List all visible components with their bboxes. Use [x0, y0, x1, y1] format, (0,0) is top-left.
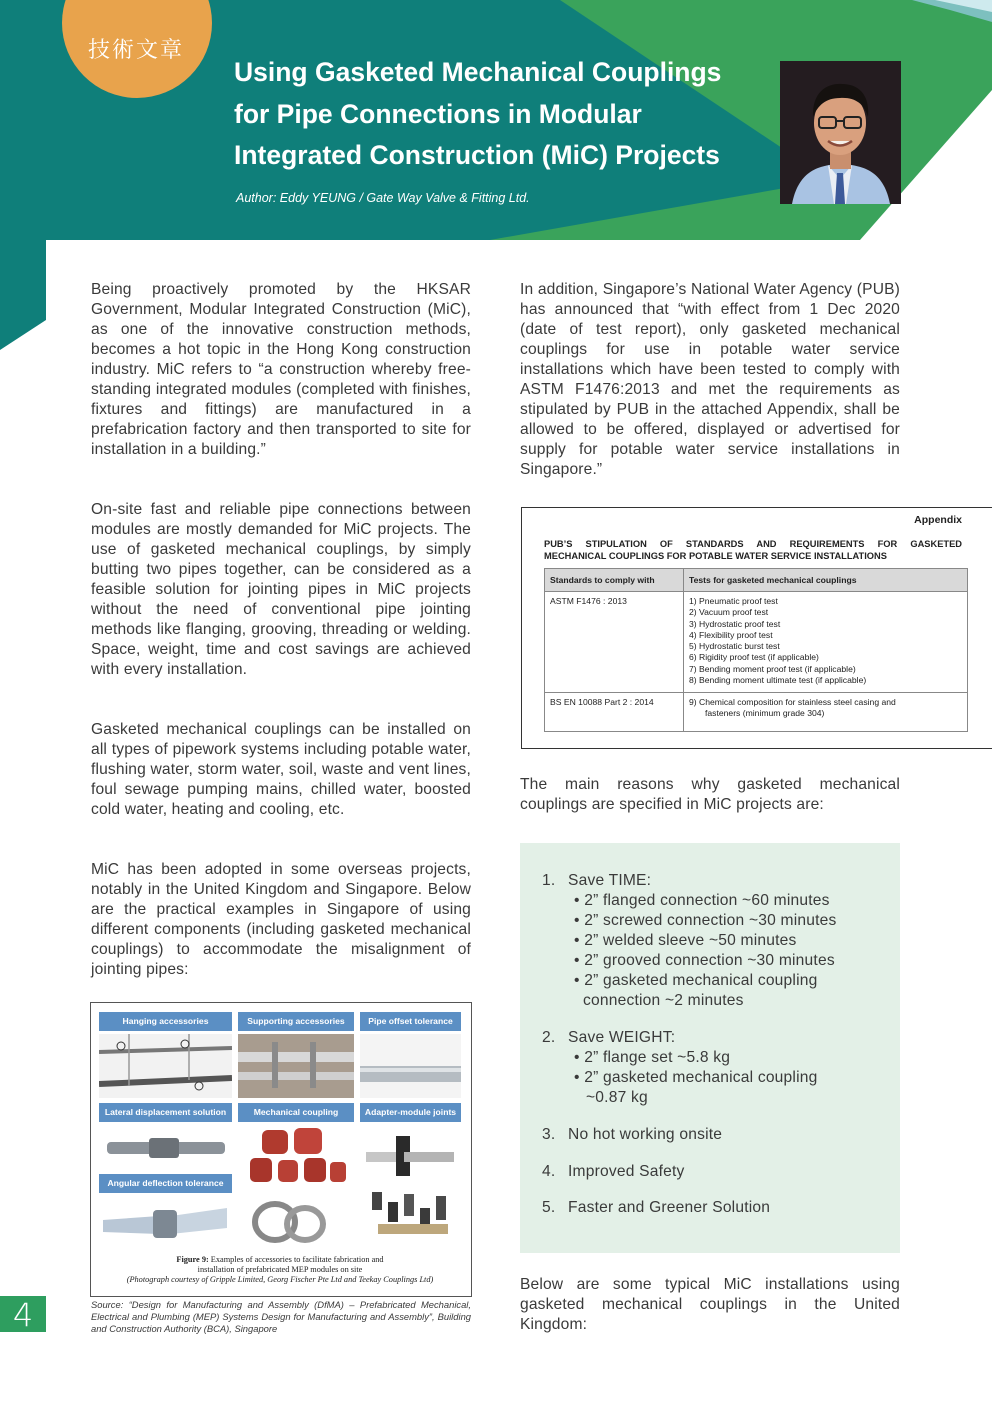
reason-number: 4.: [542, 1163, 556, 1180]
figure-label-coupling: Mechanical coupling: [238, 1103, 354, 1122]
adapter-module-image: [360, 1126, 461, 1190]
reason-detail: connection ~2 minutes: [583, 992, 744, 1009]
reason-title: No hot working onsite: [568, 1126, 723, 1143]
figure-caption: [91, 1255, 469, 1285]
appendix-title: Appendix: [914, 514, 962, 526]
figure-label-pipe-offset: Pipe offset tolerance: [360, 1012, 461, 1031]
test-item: 9) Chemical composition for stainless steel casing and: [689, 697, 896, 707]
body-paragraph: In addition, Singapore’s National Water Agency (PUB) has announced that “with effect from 1 Dec 2020 (date of test report), only gasketed mechanical couplings for use in potable water service installations which have been tested to comply with ASTM F1476:2013 and met the requirements as stipulated by PUB in the attached Appendix, shall be allowed to be offered, displayed or advertised for supply for potable water service installations in Singapore.”: [520, 281, 900, 478]
author-photo: [780, 61, 901, 204]
table-cell: ASTM F1476 : 2013: [545, 592, 684, 693]
appendix-table-image: [521, 507, 992, 749]
test-item: 6) Rigidity proof test (if applicable): [689, 652, 819, 663]
table-cell: BS EN 10088 Part 2 : 2014: [545, 693, 684, 732]
test-item: 5) Hydrostatic burst test: [689, 641, 780, 652]
fittings-image: [364, 1182, 461, 1250]
title-line: for Pipe Connections in Modular: [234, 98, 642, 129]
figure-caption-text: installation of prefabricated MEP modules on site: [197, 1265, 363, 1274]
title-line: Using Gasketed Mechanical Couplings: [234, 57, 722, 87]
body-paragraph: Gasketed mechanical couplings can be installed on all types of pipework systems including potable water, flushing water, storm water, soil, waste and vent lines, foul sewage pumping mains, chilled water, boosted cold water, heating and cooling, etc.: [91, 721, 471, 818]
category-label: 技術文章: [88, 38, 185, 63]
title-line: Integrated Construction (MiC) Projects: [234, 140, 720, 170]
reason-item: [542, 871, 651, 891]
reason-number: 2.: [542, 1029, 556, 1046]
column-header: Tests for gasketed mechanical couplings: [684, 569, 968, 592]
clamp-image: [249, 1192, 329, 1250]
test-item: 4) Flexibility proof test: [689, 629, 773, 640]
figure-accessories: [90, 1002, 472, 1297]
reason-number: 3.: [542, 1126, 556, 1143]
test-item: 2) Vacuum proof test: [689, 607, 769, 618]
reason-detail: • 2” gasketed mechanical coupling: [574, 1069, 818, 1086]
reason-detail: • 2” flange set ~5.8 kg: [574, 1049, 731, 1066]
pipe-offset-image: [360, 1034, 461, 1098]
intro-paragraph: Being proactively promoted by the HKSAR Government, Modular Integrated Construction (MiC), as one of the innovative construction methods, becomes a hot topic in the Hong Kong construction industry. MiC refers to “a construction whereby free-standing integrated modules (completed with finishes, fixtures and fittings) are manufactured in a prefabrication factory and then transported to site for installation in a building.”: [91, 281, 471, 458]
mechanical-coupling-image: [238, 1126, 354, 1190]
column-header: Standards to comply with: [545, 569, 684, 592]
hanging-accessories-image: [99, 1034, 232, 1098]
reason-detail: ~0.87 kg: [586, 1089, 648, 1106]
figure-credit: (Photograph courtesy of Gripple Limited, Georg Fischer Pte Ltd and Teekay Couplings Ltd): [126, 1275, 434, 1284]
page-number: 4: [12, 1296, 34, 1334]
figure-caption-text: Examples of accessories to facilitate fabrication and: [208, 1255, 384, 1264]
appendix-heading-line: PUB’S STIPULATION OF STANDARDS AND REQUIREMENTS FOR GASKETED: [544, 539, 962, 549]
table-row: [545, 592, 968, 693]
reason-detail: • 2” flanged connection ~60 minutes: [574, 892, 830, 909]
test-item: 1) Pneumatic proof test: [689, 596, 778, 606]
figure-label-hanging: Hanging accessories: [99, 1012, 232, 1031]
reason-detail: • 2” welded sleeve ~50 minutes: [574, 932, 797, 949]
angular-deflection-image: [99, 1198, 232, 1248]
figure-source: Source: “Design for Manufacturing and Assembly (DfMA) – Prefabricated Mechanical, Electrical and Plumbing (MEP) Systems Design for Manufacturing and Assembly”, Building and Construction Authority (BCA), Singapore: [91, 1299, 471, 1334]
reason-detail: • 2” gasketed mechanical coupling: [574, 972, 818, 989]
reason-title: Faster and Greener Solution: [568, 1199, 771, 1216]
test-item: 3) Hydrostatic proof test: [689, 618, 781, 629]
appendix-heading-line: MECHANICAL COUPLINGS FOR POTABLE WATER SERVICE INSTALLATIONS: [544, 551, 887, 561]
figure-label-angular: Angular deflection tolerance: [99, 1174, 232, 1193]
test-item: 7) Bending moment proof test (if applicable): [689, 663, 856, 674]
standards-table: [544, 568, 968, 732]
reason-item: [542, 1028, 675, 1048]
reason-number: 5.: [542, 1199, 556, 1216]
lateral-displacement-image: [99, 1126, 232, 1172]
test-item: 8) Bending moment ultimate test (if applicable): [689, 675, 867, 686]
reason-item: [542, 1198, 770, 1218]
reason-title: Save TIME:: [568, 872, 652, 889]
reason-title: Improved Safety: [568, 1163, 685, 1180]
figure-number: Figure 9:: [176, 1255, 209, 1264]
reason-number: 1.: [542, 872, 556, 889]
table-cell: [684, 592, 968, 693]
figure-label-adapter: Adapter-module joints: [360, 1103, 461, 1122]
body-paragraph: Below are some typical MiC installations using gasketed mechanical couplings in the United Kingdom:: [520, 1276, 900, 1333]
table-cell: [684, 693, 968, 732]
body-paragraph: On-site fast and reliable pipe connections between modules are mostly demanded for MiC projects. The use of gasketed mechanical couplings, by simply butting two pipes together, can be considered as a feasible solution for jointing pipes in MiC projects without the need of conventional pipe jointing methods like flanging, grooving, threading or welding. Space, weight, time and cost savings are achieved with every installation.: [91, 501, 471, 678]
table-header-row: [545, 569, 968, 592]
reason-title: Save WEIGHT:: [568, 1029, 676, 1046]
portrait-image: [780, 61, 901, 204]
author-credit: Author: Eddy YEUNG / Gate Way Valve & Fitting Ltd.: [236, 191, 530, 205]
reason-detail: • 2” screwed connection ~30 minutes: [574, 912, 837, 929]
reason-item: [542, 1162, 685, 1182]
figure-label-supporting: Supporting accessories: [238, 1012, 354, 1031]
body-paragraph: MiC has been adopted in some overseas projects, notably in the United Kingdom and Singapore. Below are the practical examples in Singapore of using different components (including gasketed mechanical couplings) to accommodate the misalignment of jointing pipes:: [91, 861, 471, 978]
body-paragraph: The main reasons why gasketed mechanical couplings are specified in MiC projects are:: [520, 776, 900, 813]
appendix-heading: [544, 538, 962, 562]
reason-item: [542, 1125, 722, 1145]
figure-label-lateral: Lateral displacement solution: [99, 1103, 232, 1122]
reason-detail: • 2” grooved connection ~30 minutes: [574, 952, 835, 969]
test-item: fasteners (minimum grade 304): [705, 708, 825, 719]
table-row: [545, 693, 968, 732]
supporting-accessories-image: [238, 1034, 354, 1098]
article-title: [234, 52, 774, 177]
